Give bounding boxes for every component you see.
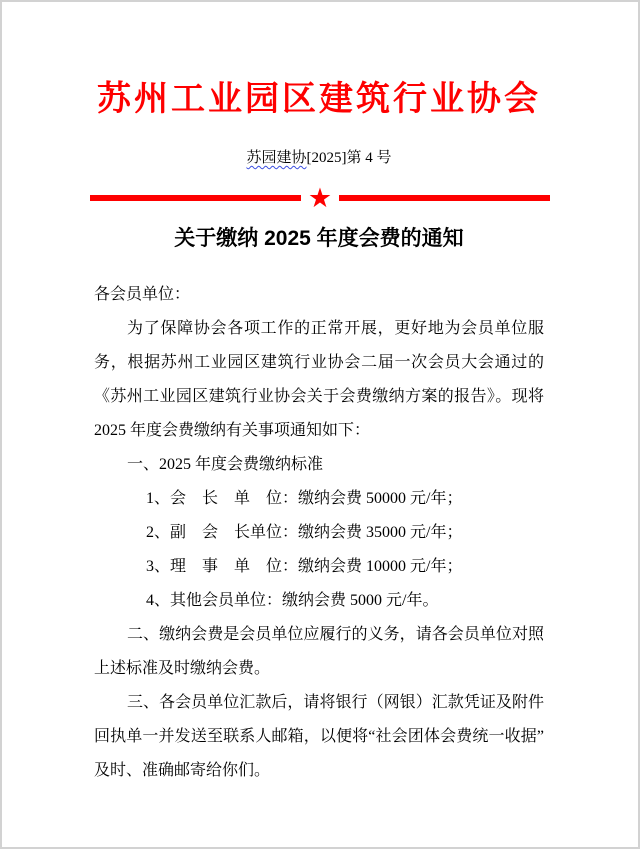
document-number — [94, 148, 544, 168]
section-1-heading: 一、2025 年度会费缴纳标准 — [127, 456, 324, 473]
document-number-rest: [2025]第 4 号 — [306, 150, 392, 166]
divider-bar-left — [90, 195, 301, 201]
section-3-paragraph: 三、各会员单位汇款后，请将银行（网银）汇款凭证及附件回执单一并发送至联系人邮箱，以便将“社会团体会费统一收据”及时、准确邮寄给你们。 — [94, 694, 544, 779]
document-number-spellcheck-flagged: 苏园建协 — [246, 150, 307, 166]
salutation: 各会员单位： — [94, 286, 191, 303]
notice-body — [94, 278, 544, 788]
star-icon: ★ — [307, 183, 333, 213]
fee-item-other-members: 4、其他会员单位：缴纳会费 5000 元/年。 — [146, 592, 439, 609]
section-2-paragraph: 二、缴纳会费是会员单位应履行的义务，请各会员单位对照上述标准及时缴纳会费。 — [94, 626, 544, 677]
organization-title: 苏州工业园区建筑行业协会 — [97, 80, 541, 118]
document-content — [2, 76, 638, 849]
fee-item-president: 1、会 长 单 位：缴纳会费 50000 元/年； — [146, 490, 463, 507]
red-star-divider — [90, 185, 550, 211]
fee-item-director: 3、理 事 单 位：缴纳会费 10000 元/年； — [146, 558, 463, 575]
notice-title: 关于缴纳 2025 年度会费的通知 — [174, 227, 464, 250]
divider-bar-right — [339, 195, 550, 201]
fee-item-vice-president: 2、副 会 长单位：缴纳会费 35000 元/年； — [146, 524, 463, 541]
paragraph-intro: 为了保障协会各项工作的正常开展，更好地为会员单位服务，根据苏州工业园区建筑行业协会二届一次会员大会通过的《苏州工业园区建筑行业协会关于会费缴纳方案的报告》。现将 2025 年度会费缴纳有关事项通知如下： — [94, 320, 544, 439]
